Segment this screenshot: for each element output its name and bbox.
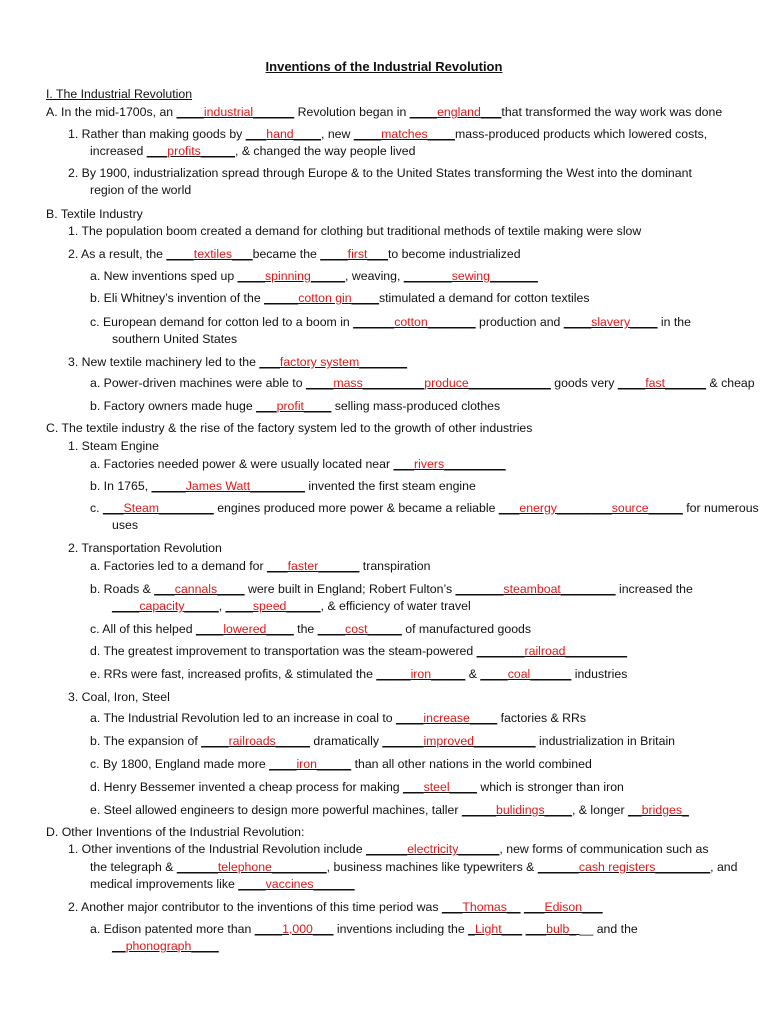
answer-text: bridges — [641, 803, 683, 817]
outline-line — [46, 206, 143, 223]
answer-blank: ____matches____ — [353, 127, 455, 141]
static-text: a. Factories led to a demand for — [90, 559, 268, 573]
answer-text: improved — [423, 734, 475, 748]
answer-blank: ______cash registers________ — [537, 860, 711, 874]
answer-blank: ___steel____ — [403, 780, 477, 794]
answer-blank: _____cotton gin____ — [264, 291, 379, 305]
answer-blank: _Light___ — [468, 922, 523, 936]
static-text: , & efficiency of water travel — [320, 599, 471, 613]
answer-blank: ____slavery____ — [563, 315, 658, 329]
outline-line — [90, 478, 476, 495]
static-text: b. Eli Whitney’s invention of the — [90, 291, 265, 305]
outline-line — [90, 876, 355, 893]
outline-line — [90, 733, 675, 750]
answer-blank: ____speed_____ — [225, 599, 321, 613]
answer-text: factory system — [279, 355, 360, 369]
outline-line — [90, 710, 586, 727]
answer-text: railroads — [228, 734, 276, 748]
static-text: d. Henry Bessemer invented a cheap process for making — [90, 780, 404, 794]
answer-text: cannals — [174, 582, 218, 596]
static-text: that transformed the way work was done — [501, 105, 723, 119]
answer-blank: ___Steam________ — [102, 501, 214, 515]
answer-blank: _____bulidings____ — [461, 803, 572, 817]
static-text: southern United States — [112, 332, 238, 346]
answer-blank: ____vaccines______ — [238, 877, 355, 891]
static-text: the telegraph & — [90, 860, 177, 874]
static-text: transpiration — [359, 559, 431, 573]
static-text: , business machines like typewriters & — [326, 860, 538, 874]
static-text: for numerous — [682, 501, 759, 515]
answer-blank: ____1,000___ — [254, 922, 334, 936]
static-text: c. European demand for cotton led to a boom in — [90, 315, 354, 329]
answer-text: cotton gin — [298, 291, 352, 305]
answer-text: sewing — [451, 269, 490, 283]
answer-text: first — [347, 247, 368, 261]
static-text: were built in England; Robert Fulton’s — [244, 582, 456, 596]
static-text: b. Factory owners made huge — [90, 399, 257, 413]
static-text: increased — [90, 144, 147, 158]
static-text: D. Other Inventions of the Industrial Revolution: — [46, 825, 305, 839]
answer-blank: ____mass_________ — [305, 376, 425, 390]
outline-line — [90, 456, 506, 473]
answer-text: mass — [333, 376, 363, 390]
static-text: which is stronger than iron — [476, 780, 624, 794]
static-text: , & changed the way people lived — [234, 144, 416, 158]
static-text: 1. Rather than making goods by — [68, 127, 246, 141]
static-text: B. Textile Industry — [46, 207, 143, 221]
static-text: e. RRs were fast, increased profits, & stimulated the — [90, 667, 377, 681]
outline-line — [90, 500, 759, 517]
answer-blank: ___hand____ — [245, 127, 321, 141]
answer-text: fast — [645, 376, 666, 390]
static-text: selling mass-produced clothes — [331, 399, 501, 413]
answer-blank: ___Edison___ — [523, 900, 603, 914]
answer-blank: ___cannals____ — [154, 582, 245, 596]
answer-blank: ____iron_____ — [269, 757, 352, 771]
answer-text: source — [611, 501, 649, 515]
answer-blank: ___source_____ — [591, 501, 683, 515]
outline-line — [90, 621, 531, 638]
static-text: to become industrialized — [388, 247, 521, 261]
outline-line — [68, 246, 521, 263]
static-text: goods very — [550, 376, 618, 390]
static-text: the — [293, 622, 318, 636]
answer-text: capacity — [139, 599, 185, 613]
static-text: dramatically — [309, 734, 383, 748]
static-text: , new — [320, 127, 354, 141]
answer-blank: ___profit____ — [256, 399, 332, 413]
static-text: became the — [252, 247, 321, 261]
static-text: of manufactured goods — [401, 622, 532, 636]
answer-text: matches — [381, 127, 428, 141]
answer-text: vaccines — [265, 877, 314, 891]
answer-text: increase — [423, 711, 470, 725]
answer-blank: ____england___ — [409, 105, 502, 119]
answer-text: rivers — [414, 457, 445, 471]
outline-line — [90, 290, 590, 307]
outline-line — [46, 86, 192, 103]
answer-blank: ______electricity______ — [366, 842, 500, 856]
static-text: invented the first steam engine — [304, 479, 476, 493]
answer-blank: ______cotton_______ — [353, 315, 476, 329]
answer-blank: _______sewing_______ — [403, 269, 538, 283]
static-text: inventions including the — [333, 922, 469, 936]
answer-text: hand — [266, 127, 294, 141]
static-text: b. Roads & — [90, 582, 155, 596]
static-text: in the — [657, 315, 691, 329]
answer-blank: ______improved_________ — [382, 734, 536, 748]
answer-text: steamboat — [503, 582, 561, 596]
outline-line — [90, 314, 691, 331]
static-text: stimulated a demand for cotton textiles — [378, 291, 590, 305]
answer-blank: ___bulb_ — [525, 922, 580, 936]
answer-blank: __bridges_ — [628, 803, 689, 817]
answer-text: spinning — [265, 269, 311, 283]
answer-blank: ___Thomas__ — [441, 900, 521, 914]
static-text: , & longer — [571, 803, 629, 817]
answer-text: cost — [345, 622, 368, 636]
answer-text: 1,000 — [282, 922, 313, 936]
outline-line — [68, 438, 159, 455]
static-text: 1. Steam Engine — [68, 439, 159, 453]
answer-blank: ____railroads_____ — [201, 734, 310, 748]
answer-blank: _____iron_____ — [376, 667, 466, 681]
answer-text: faster — [287, 559, 319, 573]
static-text: C. The textile industry & the rise of the factory system led to the growth of other industries — [46, 421, 533, 435]
static-text: a. Factories needed power & were usually located near — [90, 457, 394, 471]
static-text: , weaving, — [345, 269, 404, 283]
answer-blank: ____capacity_____ — [112, 599, 219, 613]
static-text: increased the — [615, 582, 693, 596]
static-text: industries — [571, 667, 628, 681]
answer-blank: ___profits_____ — [146, 144, 235, 158]
static-text: d. The greatest improvement to transportation was the steam-powered — [90, 644, 477, 658]
answer-blank: ____textiles___ — [166, 247, 253, 261]
answer-blank: _______steamboat________ — [455, 582, 616, 596]
answer-text: iron — [410, 667, 432, 681]
answer-blank: ____spinning_____ — [237, 269, 346, 283]
answer-blank: _____James Watt________ — [151, 479, 305, 493]
outline-line — [90, 375, 755, 392]
outline-line — [90, 143, 415, 160]
outline-line — [68, 126, 707, 143]
outline-line — [112, 938, 219, 955]
static-text: , — [218, 599, 226, 613]
static-text: Revolution began in — [294, 105, 410, 119]
static-text: , and — [710, 860, 738, 874]
static-text: c. All of this helped — [90, 622, 196, 636]
answer-blank: ____first___ — [320, 247, 388, 261]
outline-line — [90, 802, 689, 819]
static-text: uses — [112, 518, 138, 532]
outline-line — [90, 182, 191, 199]
answer-text: steel — [423, 780, 450, 794]
static-text: mass-produced products which lowered costs, — [455, 127, 708, 141]
static-text: medical improvements like — [90, 877, 239, 891]
outline-line — [68, 354, 407, 371]
answer-blank: ____fast______ — [617, 376, 707, 390]
answer-text: railroad — [524, 644, 566, 658]
answer-text: Edison — [544, 900, 583, 914]
outline-line — [68, 223, 641, 240]
static-text: 2. Another major contributor to the inventions of this time period was — [68, 900, 442, 914]
static-text: e. Steel allowed engineers to design more powerful machines, taller — [90, 803, 462, 817]
outline-line — [90, 666, 627, 683]
static-text: b. The expansion of — [90, 734, 202, 748]
static-text: than all other nations in the world combined — [351, 757, 592, 771]
static-text: a. The Industrial Revolution led to an increase in coal to — [90, 711, 397, 725]
static-text: a. Power-driven machines were able to — [90, 376, 306, 390]
answer-blank: __phonograph____ — [112, 939, 219, 953]
answer-blank: ____increase____ — [396, 711, 498, 725]
static-text: industrialization in Britain — [535, 734, 676, 748]
answer-text: Thomas — [462, 900, 507, 914]
outline-line — [112, 517, 138, 534]
answer-blank: ___rivers_________ — [393, 457, 506, 471]
answer-text: profit — [276, 399, 304, 413]
answer-text: textiles — [193, 247, 233, 261]
answer-blank: ___factory system_______ — [259, 355, 408, 369]
outline-line — [68, 165, 692, 182]
outline-line — [90, 643, 627, 660]
static-text: engines produced more power & became a reliable — [213, 501, 499, 515]
static-text: 1. Other inventions of the Industrial Revolution include — [68, 842, 367, 856]
static-text: c. By 1800, England made more — [90, 757, 270, 771]
answer-text: produce — [424, 376, 469, 390]
static-text: , new forms of communication such as — [499, 842, 709, 856]
outline-line — [90, 558, 430, 575]
answer-blank: ____industrial______ — [176, 105, 295, 119]
page-title: Inventions of the Industrial Revolution — [265, 59, 503, 74]
answer-blank: ___faster______ — [267, 559, 360, 573]
outline-line — [90, 921, 638, 938]
answer-text: Steam — [123, 501, 160, 515]
answer-blank: ___energy_____ — [498, 501, 592, 515]
answer-text: phonograph — [125, 939, 192, 953]
outline-line — [90, 859, 737, 876]
outline-line — [46, 420, 532, 437]
static-text: b. In 1765, — [90, 479, 152, 493]
answer-text: coal — [507, 667, 531, 681]
outline-line — [46, 104, 722, 121]
static-text: 2. By 1900, industrialization spread through Europe & to the United States transforming the West into the dominant — [68, 166, 692, 180]
static-text: & — [465, 667, 481, 681]
outline-line — [112, 598, 471, 615]
answer-text: profits — [167, 144, 201, 158]
answer-blank: _______railroad_________ — [476, 644, 628, 658]
outline-line — [68, 689, 170, 706]
section-heading: I. The Industrial Revolution — [46, 87, 193, 101]
answer-blank: ______telephone________ — [176, 860, 327, 874]
outline-line — [68, 899, 603, 916]
answer-text: industrial — [203, 105, 254, 119]
answer-blank: ____coal______ — [480, 667, 572, 681]
static-text: region of the world — [90, 183, 192, 197]
answer-blank: ____cost_____ — [317, 622, 402, 636]
answer-blank: ____lowered____ — [195, 622, 294, 636]
answer-text: england — [437, 105, 481, 119]
outline-line — [90, 398, 500, 415]
answer-text: Light — [474, 922, 502, 936]
static-text: a. New inventions sped up — [90, 269, 238, 283]
answer-text: electricity — [407, 842, 459, 856]
answer-text: bulb — [546, 922, 570, 936]
outline-line — [68, 540, 222, 557]
static-text: production and — [475, 315, 564, 329]
outline-line — [90, 756, 592, 773]
outline-line — [68, 841, 709, 858]
static-text: 2. Transportation Revolution — [68, 541, 222, 555]
static-text: c. — [90, 501, 103, 515]
outline-line — [46, 824, 304, 841]
answer-text: cotton — [394, 315, 428, 329]
static-text: 1. The population boom created a demand for clothing but traditional methods of textile making were slow — [68, 224, 642, 238]
answer-text: energy — [519, 501, 557, 515]
static-text: 3. New textile machinery led to the — [68, 355, 260, 369]
answer-text: iron — [296, 757, 317, 771]
answer-text: bulidings — [496, 803, 545, 817]
answer-text: lowered — [223, 622, 267, 636]
answer-text: cash registers — [578, 860, 656, 874]
outline-line — [112, 331, 237, 348]
static-text: a. Edison patented more than — [90, 922, 255, 936]
static-text: 2. As a result, the — [68, 247, 167, 261]
answer-text: James Watt — [185, 479, 251, 493]
outline-line — [90, 779, 624, 796]
static-text: & cheap — [706, 376, 755, 390]
static-text: __ and the — [579, 922, 638, 936]
outline-line — [90, 581, 693, 598]
answer-text: slavery — [591, 315, 631, 329]
static-text: 3. Coal, Iron, Steel — [68, 690, 170, 704]
outline-line — [90, 268, 538, 285]
static-text: factories & RRs — [497, 711, 587, 725]
answer-text: speed — [252, 599, 287, 613]
answer-blank: produce____________ — [424, 376, 551, 390]
answer-text: telephone — [217, 860, 272, 874]
static-text: A. In the mid-1700s, an — [46, 105, 177, 119]
